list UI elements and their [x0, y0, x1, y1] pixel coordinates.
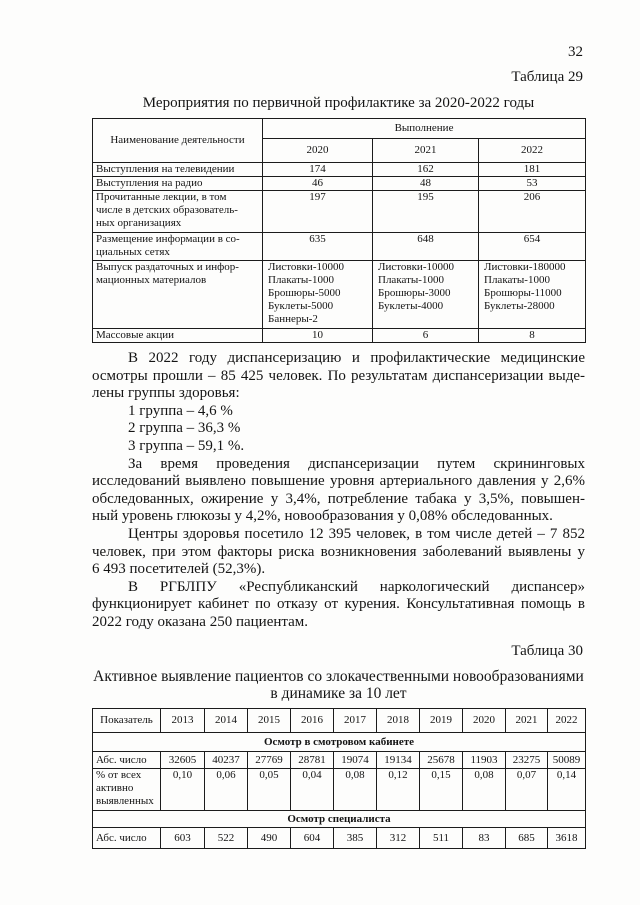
section-title: Осмотр специалиста	[93, 811, 586, 828]
table-row	[93, 191, 586, 233]
value-cell: 8	[479, 329, 586, 343]
value-cell: 27769	[248, 752, 291, 769]
value-cell: 25678	[420, 752, 463, 769]
page-number: 32	[568, 44, 583, 60]
value-cell: 603	[161, 828, 205, 849]
row-name-line: мационных материалов	[96, 274, 207, 286]
row-name-cell	[93, 329, 263, 343]
value-cell: 0,08	[334, 769, 377, 811]
material-item: Плакаты-1000	[484, 274, 550, 286]
text-line: осмотры прошли – 85 425 человек. По результатам диспансеризации выде-	[92, 367, 585, 384]
header-activity: Наименование деятельности	[93, 119, 263, 163]
materials-cell	[373, 261, 479, 329]
value-cell: 48	[373, 177, 479, 191]
text-line: 6 493 посетителей (52,3%).	[92, 561, 266, 578]
material-item: Листовки-180000	[484, 261, 566, 273]
section-row	[93, 811, 586, 828]
value-cell: 83	[463, 828, 506, 849]
value-cell: 0,05	[248, 769, 291, 811]
value-cell: 312	[377, 828, 420, 849]
material-item: Буклеты-4000	[378, 300, 444, 312]
header-year: 2013	[161, 709, 205, 733]
material-item: Брошюры-3000	[378, 287, 451, 299]
header-year: 2021	[506, 709, 548, 733]
paragraph	[92, 579, 585, 632]
value-cell: 53	[479, 177, 586, 191]
table-29-title: Мероприятия по первичной профилактике за 2020-2022 годы	[142, 95, 535, 111]
list-item: 3 группа – 59,1 %.	[128, 437, 245, 454]
table-29	[92, 118, 586, 343]
value-cell: 654	[479, 233, 586, 261]
header-year: 2016	[291, 709, 334, 733]
text-line: лены группы здоровья:	[92, 385, 240, 402]
value-cell: 0,08	[463, 769, 506, 811]
row-label-line: % от всех	[96, 769, 142, 781]
text-line: В 2022 году диспансеризацию и профилактические медицинские	[128, 350, 585, 366]
material-item: Плакаты-1000	[378, 274, 444, 286]
table-30-caption: Таблица 30	[511, 643, 583, 659]
text-line: ный уровень глюкозы у 4,2%, новообразования у 0,08% обследованных.	[92, 508, 553, 525]
row-name-line: числе в детских образователь-	[96, 204, 238, 216]
value-cell: 0,04	[291, 769, 334, 811]
value-cell: 23275	[506, 752, 548, 769]
value-cell: 10	[263, 329, 373, 343]
table-row	[93, 163, 586, 177]
material-item: Буклеты-5000	[268, 300, 334, 312]
value-cell: 6	[373, 329, 479, 343]
value-cell: 19134	[377, 752, 420, 769]
value-cell: 0,06	[205, 769, 248, 811]
material-item: Листовки-10000	[378, 261, 454, 273]
value-cell: 40237	[205, 752, 248, 769]
row-name-line: Выступления на радио	[96, 177, 203, 189]
header-year: 2022	[479, 139, 586, 163]
row-name-cell	[93, 191, 263, 233]
value-cell: 0,12	[377, 769, 420, 811]
row-name-cell	[93, 177, 263, 191]
section-title: Осмотр в смотровом кабинете	[93, 733, 586, 752]
list-item: 1 группа – 4,6 %	[128, 402, 233, 419]
text-line: функционирует кабинет по отказу от курения. Консультативная помощь в	[92, 596, 585, 613]
material-item: Баннеры-2	[268, 313, 318, 325]
value-cell: 0,15	[420, 769, 463, 811]
table-row	[93, 769, 586, 811]
header-year: 2014	[205, 709, 248, 733]
row-label-line: выявленных	[96, 795, 154, 807]
row-label-cell	[93, 769, 161, 811]
header-year: 2019	[420, 709, 463, 733]
value-cell: 197	[263, 191, 373, 233]
row-name-line: Прочитанные лекции, в том	[96, 191, 227, 203]
text-line: человек, при этом факторы риска возникновения заболеваний выявлены у	[92, 543, 585, 560]
table-row	[93, 261, 586, 329]
row-label-cell	[93, 752, 161, 769]
value-cell: 50089	[548, 752, 586, 769]
material-item: Листовки-10000	[268, 261, 344, 273]
row-name-line: циальных сетях	[96, 246, 170, 258]
row-label-line: Абс. число	[96, 753, 147, 766]
table-row	[93, 828, 586, 849]
text-line: В РГБЛПУ «Республиканский наркологический диспансер»	[128, 578, 585, 595]
value-cell: 385	[334, 828, 377, 849]
value-cell: 174	[263, 163, 373, 177]
table-row	[93, 329, 586, 343]
row-label-cell	[93, 828, 161, 849]
table-row	[93, 752, 586, 769]
section-row	[93, 733, 586, 752]
header-year: 2022	[548, 709, 586, 733]
row-name-line: Массовые акции	[96, 329, 175, 341]
material-item: Брошюры-5000	[268, 287, 341, 299]
table-30	[92, 708, 586, 849]
value-cell: 635	[263, 233, 373, 261]
list-item: 2 группа – 36,3 %	[128, 420, 241, 437]
value-cell: 28781	[291, 752, 334, 769]
text-line: исследований выявлено повышение уровня артериального давления у 2,6%	[92, 473, 585, 490]
value-cell: 0,10	[161, 769, 205, 811]
header-execution: Выполнение	[263, 119, 586, 139]
value-cell: 19074	[334, 752, 377, 769]
row-label-line: активно	[96, 782, 134, 794]
value-cell: 195	[373, 191, 479, 233]
table-30-title	[92, 668, 585, 702]
row-name-line: Выступления на телевидении	[96, 163, 235, 175]
header-year: 2017	[334, 709, 377, 733]
text-line: За время проведения диспансеризации путем скрининговых	[128, 455, 585, 472]
table-row	[93, 177, 586, 191]
header-year: 2020	[263, 139, 373, 163]
header-year: 2020	[463, 709, 506, 733]
value-cell: 181	[479, 163, 586, 177]
table-29-caption: Таблица 29	[511, 69, 583, 85]
row-name-cell	[93, 261, 263, 329]
row-name-line: Выпуск раздаточных и инфор-	[96, 261, 239, 273]
text-line: обследованных, ожирение у 3,4%, потребление табака у 3,5%, повышен-	[92, 490, 585, 507]
value-cell: 3618	[548, 828, 586, 849]
materials-cell	[263, 261, 373, 329]
value-cell: 490	[248, 828, 291, 849]
value-cell: 162	[373, 163, 479, 177]
paragraph	[92, 456, 585, 526]
row-name-cell	[93, 163, 263, 177]
value-cell: 32605	[161, 752, 205, 769]
materials-cell	[479, 261, 586, 329]
value-cell: 511	[420, 828, 463, 849]
header-label: Показатель	[93, 709, 161, 733]
header-year: 2021	[373, 139, 479, 163]
material-item: Брошюры-11000	[484, 287, 562, 299]
material-item: Плакаты-1000	[268, 274, 334, 286]
value-cell: 0,07	[506, 769, 548, 811]
text-line: Центры здоровья посетило 12 395 человек, в том числе детей – 7 852	[128, 525, 585, 542]
value-cell: 604	[291, 828, 334, 849]
value-cell: 206	[479, 191, 586, 233]
paragraph	[92, 350, 585, 403]
value-cell: 46	[263, 177, 373, 191]
header-year: 2015	[248, 709, 291, 733]
table-row	[93, 233, 586, 261]
body-text	[92, 350, 585, 632]
health-groups-list	[92, 403, 585, 456]
row-label-line: Абс. число	[96, 831, 147, 844]
paragraph	[92, 526, 585, 579]
row-name-cell	[93, 233, 263, 261]
value-cell: 648	[373, 233, 479, 261]
value-cell: 685	[506, 828, 548, 849]
text-line: 2022 году оказана 250 пациентам.	[92, 613, 309, 630]
row-name-line: ных организациях	[96, 217, 182, 229]
material-item: Буклеты-28000	[484, 300, 555, 312]
value-cell: 11903	[463, 752, 506, 769]
value-cell: 0,14	[548, 769, 586, 811]
title-line: в динамике за 10 лет	[270, 685, 407, 702]
title-line: Активное выявление пациентов со злокачественными новообразованиями	[93, 668, 584, 685]
value-cell: 522	[205, 828, 248, 849]
row-name-line: Размещение информации в со-	[96, 233, 240, 245]
header-row	[93, 709, 586, 733]
header-year: 2018	[377, 709, 420, 733]
